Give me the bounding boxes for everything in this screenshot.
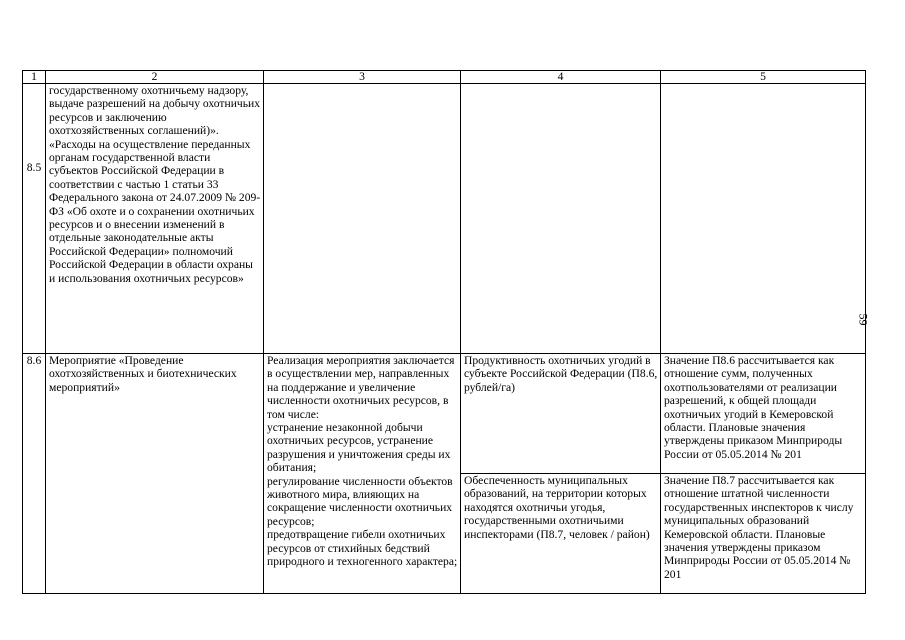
- description-paragraph: устранение незаконной добычи охотничьих ресурсов, устранение разрушения и уничтожения среды их обитания;: [267, 421, 451, 475]
- header-cell-5: 5: [661, 71, 866, 84]
- description-paragraph: регулирование численности объектов животного мира, влияющих на сокращение численности охотничьих ресурсов;: [267, 474, 453, 528]
- table-row-8-6a: [23, 354, 866, 474]
- row-number-8-5: 8.5: [26, 161, 42, 174]
- header-cell-3: 3: [264, 71, 461, 84]
- indicator-name: Обеспеченность муниципальных образований, на территории которых находятся охотничьи угодья, государственными охотничьими инспекторами (П8.7, человек / район): [464, 474, 650, 541]
- header-cell-4: 4: [461, 71, 661, 84]
- empty-cell: [264, 84, 461, 354]
- indicator-method-cell: [661, 354, 866, 474]
- table-row-8-5: [23, 84, 866, 354]
- row-number-cell: [23, 354, 46, 594]
- empty-cell: [461, 84, 661, 354]
- row-8-6-name: Мероприятие «Проведение охотхозяйственных и биотехнических мероприятий»: [49, 354, 237, 394]
- program-table: [22, 70, 866, 594]
- indicator-name-cell: [461, 354, 661, 474]
- table-header-row: [23, 71, 866, 84]
- row-8-6-description-cell: [264, 354, 461, 594]
- indicator-method-cell: [661, 474, 866, 594]
- row-number-8-6: 8.6: [26, 354, 42, 367]
- indicator-method: Значение П8.7 рассчитывается как отношение штатной численности государственных инспекторов к числу муниципальных образований Кемеровской области. Плановые значения утверждены приказом Минприроды России от 05.05.2014 № 201: [664, 474, 854, 581]
- row-8-5-name: «Расходы на осуществление переданных органам государственной власти субъектов Российской Федерации в соответствии с частью 1 статьи 33 Федерального закона от 24.07.2009 № 209-ФЗ «Об охоте и о сохранении охотничьих ресурсов и о внесении изменений в отдельные законодательные акты Российской Федерации» полномочий Российской Федерации в области охраны и использования охотничьих ресурсов»: [49, 137, 261, 285]
- header-cell-2: 2: [46, 71, 264, 84]
- row-number-cell: [23, 84, 46, 354]
- continued-text: государственному охотничьему надзору, выдаче разрешений на добычу охотничьих ресурсов и заключению охотхозяйственных соглашений)».: [49, 84, 261, 138]
- indicator-method: Значение П8.6 рассчитывается как отношение сумм, полученных охотпользователями от реализации разрешений, к общей площади охотничьих угодий в Кемеровской области. Плановые значения утверждены приказом Минприроды России от 05.05.2014 № 201: [664, 354, 843, 461]
- indicator-name-cell: [461, 474, 661, 594]
- row-8-5-name-cell: [46, 84, 264, 354]
- description-paragraph: предотвращение гибели охотничьих ресурсов от стихийных бедствий природного и техногенного характера;: [267, 528, 458, 569]
- row-8-6-name-cell: [46, 354, 264, 594]
- description-paragraph: Реализация мероприятия заключается в осуществлении мер, направленных на поддержание и увеличение численности охотничьих ресурсов, в том числе:: [267, 354, 455, 421]
- indicator-name: Продуктивность охотничьих угодий в субъекте Российской Федерации (П8.6, рублей/га): [464, 354, 658, 394]
- empty-cell: [661, 84, 866, 354]
- page-number: 59: [856, 313, 871, 326]
- header-cell-1: 1: [23, 71, 46, 84]
